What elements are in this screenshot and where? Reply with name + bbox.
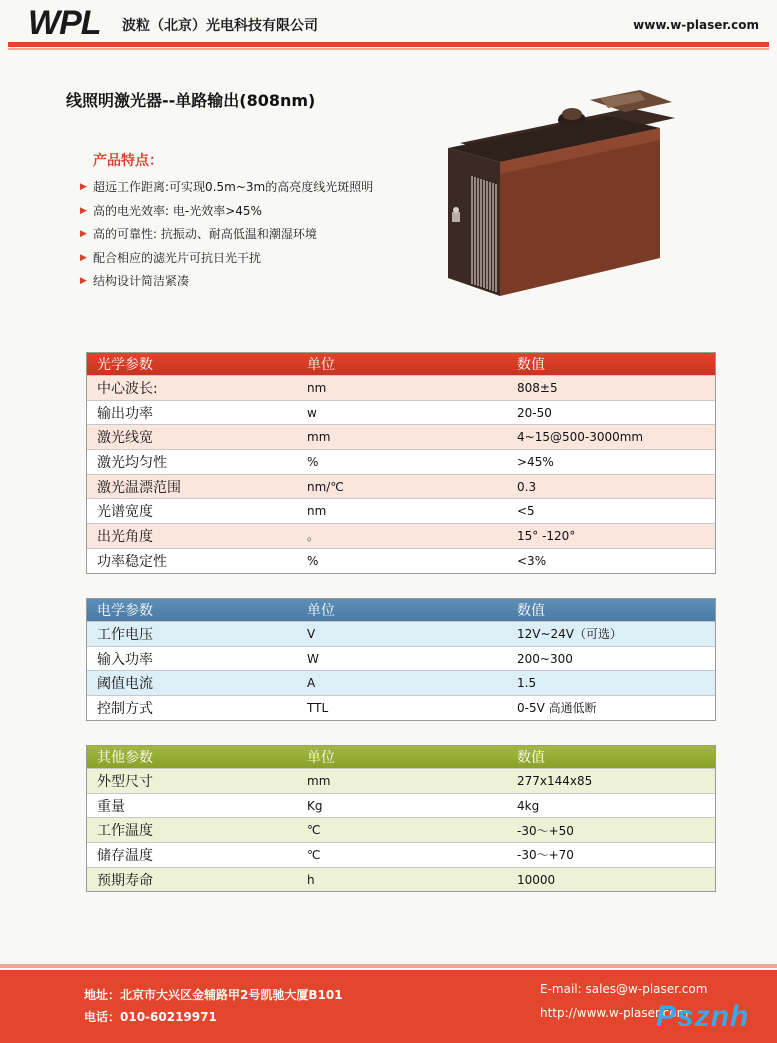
table-row: 工作电压 V 12V~24V（可选） xyxy=(87,621,715,646)
table-header: 光学参数 单位 数值 xyxy=(87,353,715,375)
table-row: 光谱宽度 nm <5 xyxy=(87,498,715,523)
page-header xyxy=(0,0,777,52)
table-row: 外型尺寸 mm 277x144x85 xyxy=(87,768,715,793)
table-row: 激光温漂范围 nm/℃ 0.3 xyxy=(87,474,715,499)
feature-item: ▶ 高的可靠性: 抗振动、耐高低温和潮湿环境 xyxy=(80,223,373,247)
table-row: 重量 Kg 4kg xyxy=(87,793,715,818)
table-row: 输入功率 W 200~300 xyxy=(87,646,715,671)
table-row: 输出功率 w 20-50 xyxy=(87,400,715,425)
table-row: 激光线宽 mm 4~15@500-3000mm xyxy=(87,424,715,449)
table-row: 阈值电流 A 1.5 xyxy=(87,670,715,695)
arrow-bullet-icon: ▶ xyxy=(80,276,87,286)
footer-website[interactable]: http://www.w-plaser.com xyxy=(540,1006,689,1020)
feature-item: ▶ 高的电光效率: 电-光效率>45% xyxy=(80,200,373,224)
website-link[interactable]: www.w-plaser.com xyxy=(633,18,759,32)
footer-divider xyxy=(0,964,777,968)
watermark-logo: Psznh xyxy=(656,1000,750,1033)
arrow-bullet-icon: ▶ xyxy=(80,229,87,239)
footer-address: 地址：北京市大兴区金辅路甲2号凯驰大厦B101 xyxy=(84,988,343,1002)
feature-item: ▶ 配合相应的滤光片可抗日光干扰 xyxy=(80,247,373,271)
other-params-table xyxy=(86,745,716,892)
table-header: 其他参数 单位 数值 xyxy=(87,746,715,768)
table-header: 电学参数 单位 数值 xyxy=(87,599,715,621)
table-row: 储存温度 ℃ -30～+70 xyxy=(87,842,715,867)
features-heading: 产品特点： xyxy=(93,153,163,169)
arrow-bullet-icon: ▶ xyxy=(80,182,87,192)
arrow-bullet-icon: ▶ xyxy=(80,252,87,263)
electrical-params-table xyxy=(86,598,716,721)
table-row: 控制方式 TTL 0-5V 高通低断 xyxy=(87,695,715,720)
table-row: 工作温度 ℃ -30～+50 xyxy=(87,817,715,842)
features-list xyxy=(80,176,373,294)
optical-params-table xyxy=(86,352,716,574)
company-name: 波粒（北京）光电科技有限公司 xyxy=(122,18,318,34)
table-row: 功率稳定性 % <3% xyxy=(87,548,715,573)
table-row: 中心波长: nm 808±5 xyxy=(87,375,715,400)
table-row: 激光均匀性 % >45% xyxy=(87,449,715,474)
footer-phone: 电话：010-60219971 xyxy=(84,1010,217,1024)
table-row: 出光角度 。 15° -120° xyxy=(87,523,715,548)
header-divider-light xyxy=(8,48,769,50)
footer-email[interactable]: E-mail: sales@w-plaser.com xyxy=(540,982,708,996)
feature-item: ▶ 结构设计简洁紧凑 xyxy=(80,270,373,294)
brand-logo: WPL xyxy=(28,4,101,42)
product-image xyxy=(440,88,680,308)
page-title: 线照明激光器--单路输出(808nm) xyxy=(66,91,316,110)
table-row: 预期寿命 h 10000 xyxy=(87,867,715,892)
page-footer xyxy=(0,970,777,1043)
header-divider xyxy=(8,42,769,47)
feature-item: ▶ 超远工作距离:可实现0.5m~3m的高亮度线光斑照明 xyxy=(80,176,373,200)
arrow-bullet-icon: ▶ xyxy=(80,205,87,216)
